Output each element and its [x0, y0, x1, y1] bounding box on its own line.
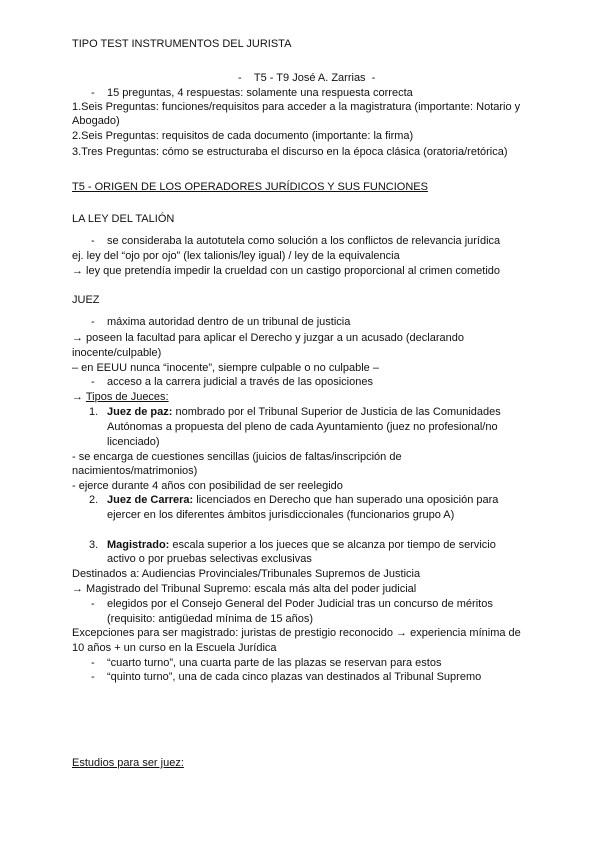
juez-line: inocente/culpable): [72, 347, 162, 359]
list-number: 1.: [89, 406, 99, 418]
section-heading: T5 - ORIGEN DE LOS OPERADORES JURÍDICOS Y SUS FUNCIONES: [72, 181, 428, 193]
intro-item: 3.Tres Preguntas: cómo se estructuraba el discurso en la época clásica (oratoria/retórica): [72, 146, 508, 158]
juez-line: → poseen la facultad para aplicar el Derecho y juzgar a un acusado (declarando: [72, 332, 464, 344]
intro-item: Abogado): [72, 115, 120, 127]
bullet-dash: -: [91, 598, 95, 610]
bullet-dash: -: [91, 235, 95, 247]
magistrado: Magistrado: escala superior a los jueces que se alcanza por tiempo de servicio: [107, 539, 496, 551]
bullet-dash: -: [91, 376, 95, 388]
bullet-dash: -: [91, 657, 95, 669]
bullet-dash: -: [91, 671, 95, 683]
subtitle: - T5 - T9 José A. Zarrias -: [238, 72, 376, 84]
juez-paz-line: Autónomas a propuesta del pleno de cada Ayuntamiento (juez no profesional/no: [107, 421, 498, 433]
paz-note: nacimientos/matrimonios): [72, 465, 198, 477]
paz-note: - ejerce durante 4 años con posibilidad de ser reelegido: [72, 480, 343, 492]
talion-line: ej. ley del “ojo por ojo” (lex talionis/ley igual) / ley de la equivalencia: [72, 250, 400, 262]
talion-heading: LA LEY DEL TALIÓN: [72, 213, 175, 225]
doc-title: TIPO TEST INSTRUMENTOS DEL JURISTA: [72, 38, 292, 50]
list-number: 2.: [89, 494, 99, 506]
estudios-heading: Estudios para ser juez:: [72, 757, 184, 769]
quinto-turno: “quinto turno”, una de cada cinco plazas van destinados al Tribunal Supremo: [107, 671, 482, 683]
juez-carrera: Juez de Carrera: licenciados en Derecho que han superado una oposición para: [107, 494, 499, 506]
juez-bullet: acceso a la carrera judicial a través de las oposiciones: [107, 376, 373, 388]
list-number: 3.: [89, 539, 99, 551]
paz-note: - se encarga de cuestiones sencillas (juicios de faltas/inscripción de: [72, 451, 402, 463]
bullet-dash: -: [91, 87, 95, 99]
juez-line: – en EEUU nunca “inocente”, siempre culpable o no culpable –: [72, 362, 379, 374]
elegidos: (requisito: antigüedad mínima de 15 años): [107, 613, 314, 625]
intro-bullet: 15 preguntas, 4 respuestas: solamente una respuesta correcta: [107, 87, 413, 99]
elegidos: elegidos por el Consejo General del Poder Judicial tras un concurso de méritos: [107, 598, 493, 610]
juez-paz: Juez de paz: nombrado por el Tribunal Superior de Justicia de las Comunidades: [107, 406, 501, 418]
tipos-heading: → Tipos de Jueces:: [72, 391, 169, 403]
magistrado-line: activo o por pruebas selectivas exclusivas: [107, 553, 312, 565]
juez-carrera-line: ejercer en los diferentes ámbitos jurisdiccionales (funcionarios grupo A): [107, 509, 455, 521]
excepciones: 10 años + un curso en la Escuela Jurídica: [72, 642, 277, 654]
talion-line: → ley que pretendía impedir la crueldad con un castigo proporcional al crimen cometido: [72, 265, 501, 277]
intro-item: 1.Seis Preguntas: funciones/requisitos para acceder a la magistratura (importante: Notario y: [72, 101, 521, 113]
juez-paz-line: licenciado): [107, 436, 160, 448]
cuarto-turno: “cuarto turno”, una cuarta parte de las plazas se reservan para estos: [107, 657, 442, 669]
bullet-dash: -: [91, 316, 95, 328]
supremo: → Magistrado del Tribunal Supremo: escala más alta del poder judicial: [72, 583, 417, 595]
juez-heading: JUEZ: [72, 294, 100, 306]
intro-item: 2.Seis Preguntas: requisitos de cada documento (importante: la firma): [72, 130, 414, 142]
destinados: Destinados a: Audiencias Provinciales/Tribunales Supremos de Justicia: [72, 568, 421, 580]
excepciones: Excepciones para ser magistrado: juristas de prestigio reconocido → experiencia mínima de: [72, 627, 521, 639]
talion-bullet: se consideraba la autotutela como solución a los conflictos de relevancia jurídica: [107, 235, 501, 247]
juez-bullet: máxima autoridad dentro de un tribunal de justicia: [107, 316, 351, 328]
